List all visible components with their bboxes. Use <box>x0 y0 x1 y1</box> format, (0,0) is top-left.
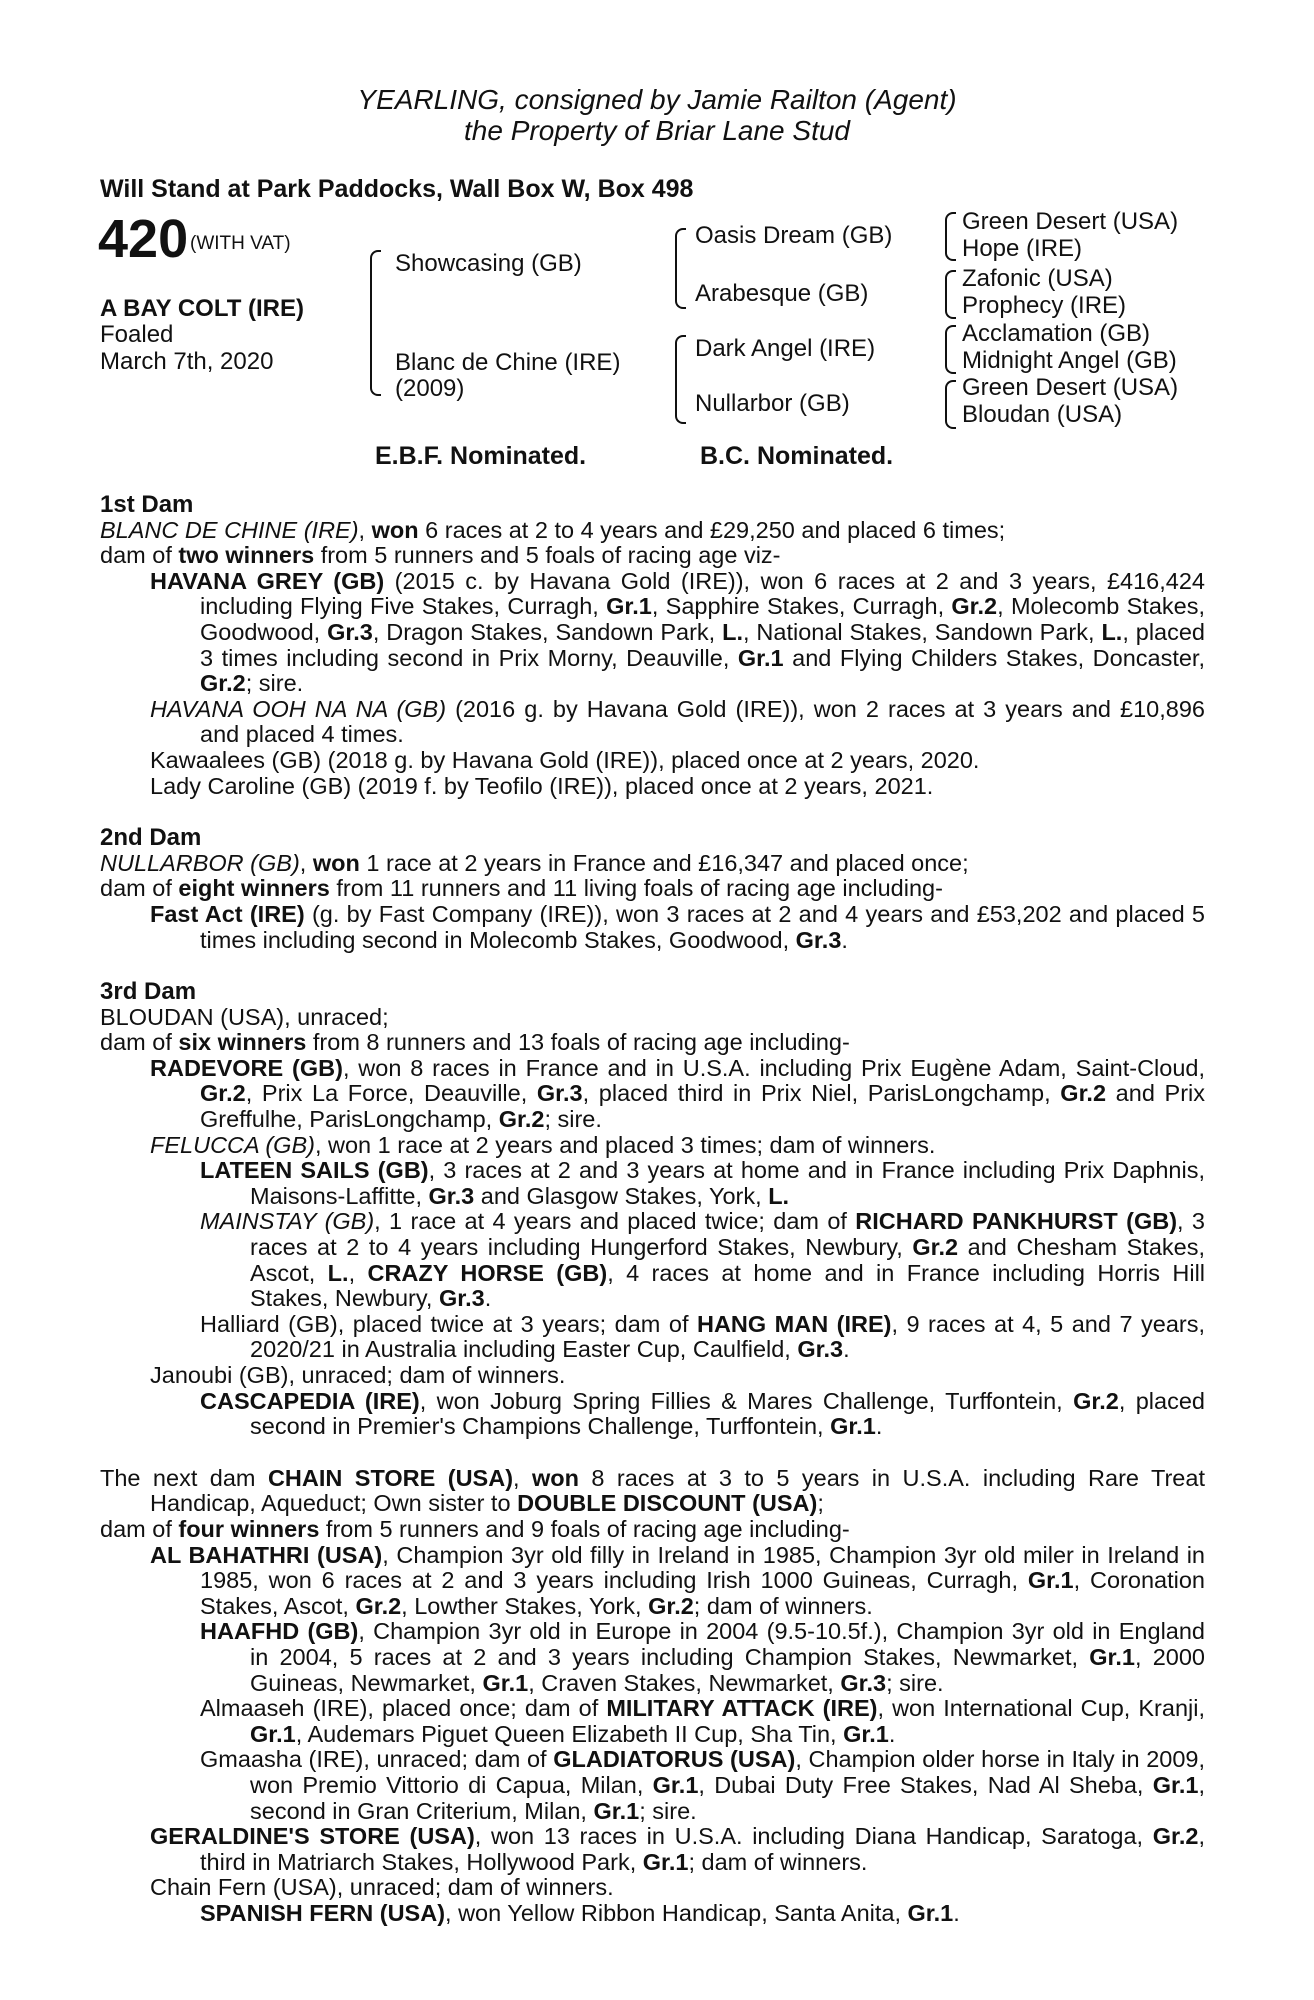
consignment-line: YEARLING, consigned by Jamie Railton (Agent) <box>357 84 957 115</box>
produce-havana-grey: HAVANA GREY (GB) (2015 c. by Havana Gold (IRE)), won 6 races at 2 and 3 years, £416,424 including Flying Five Stakes, Curragh, Gr.1, Sapphire Stakes, Curragh, Gr.2, Molecomb Stakes, Goodwood, Gr.3, Dragon Stakes, Sandown Park, L., National Stakes, Sandown Park, L., placed 3 times including second in Prix Morny, Deauville, Gr.1 and Flying Childers Stakes, Doncaster, Gr.2; sire. <box>150 567 1206 697</box>
produce-geraldines-store: GERALDINE'S STORE (USA), won 13 races in U.S.A. including Diana Handicap, Saratoga, Gr.2, third in Matriarch Stakes, Hollywood Park, Gr.1; dam of winners. <box>150 1823 1205 1875</box>
foaled-label: Foaled <box>100 321 174 348</box>
produce-lady-caroline: Lady Caroline (GB) (2019 f. by Teofilo (IRE)), placed once at 2 years, 2021. <box>150 772 934 799</box>
ped-dss: Acclamation (GB) <box>962 320 1151 347</box>
catalogue-body <box>100 492 1205 1926</box>
produce-almaaseh: Almaaseh (IRE), placed once; dam of MILITARY ATTACK (IRE), won International Cup, Kranji, Gr.1, Audemars Piguet Queen Elizabeth II Cup, Sha Tin, Gr.1. <box>200 1695 1205 1747</box>
dam-sire: Dark Angel (IRE) <box>695 335 876 362</box>
produce-janoubi: Janoubi (GB), unraced; dam of winners. <box>150 1362 566 1388</box>
bc-nomination: B.C. Nominated. <box>700 442 894 470</box>
dam: Blanc de Chine (IRE) <box>395 349 621 376</box>
produce-spanish-fern: SPANISH FERN (USA), won Yellow Ribbon Handicap, Santa Anita, Gr.1. <box>200 1899 960 1926</box>
ped-ddd: Bloudan (USA) <box>962 401 1123 428</box>
ped-ssd: Hope (IRE) <box>962 235 1083 262</box>
produce-chain-fern: Chain Fern (USA), unraced; dam of winners. <box>150 1874 614 1901</box>
sire-dam: Arabesque (GB) <box>695 280 869 307</box>
produce-lateen-sails: LATEEN SAILS (GB), 3 races at 2 and 3 years at home and in France including Prix Daphnis, Maisons-Laffitte, Gr.3 and Glasgow Stakes, York, L. <box>200 1157 1205 1209</box>
ped-sds: Zafonic (USA) <box>962 265 1113 292</box>
produce-fast-act: Fast Act (IRE) (g. by Fast Company (IRE)), won 3 races at 2 and 4 years and £53,202 and placed 5 times including second in Molecomb Stakes, Goodwood, Gr.3. <box>150 900 1205 953</box>
property-line: the Property of Briar Lane Stud <box>464 115 850 146</box>
ped-sss: Green Desert (USA) <box>962 208 1179 235</box>
pedigree-brace-1 <box>370 250 381 396</box>
produce-havana-ooh-na-na: HAVANA OOH NA NA (GB) (2016 g. by Havana Gold (IRE)), won 2 races at 3 years and £10,896 and placed 4 times. <box>150 695 1205 748</box>
second-dam-produce-summary: dam of eight winners from 11 runners and 11 living foals of racing age including- <box>100 875 943 902</box>
stand-location: Will Stand at Park Paddocks, Wall Box W, Box 498 <box>100 175 694 203</box>
produce-felucca: FELUCCA (GB), won 1 race at 2 years and placed 3 times; dam of winners. <box>150 1131 936 1158</box>
ped-sdd: Prophecy (IRE) <box>962 292 1127 319</box>
pedigree-brace-2b <box>675 335 686 424</box>
next-dam-produce-summary: dam of four winners from 5 runners and 9 foals of racing age including- <box>100 1515 850 1542</box>
dam-year: (2009) <box>395 375 465 402</box>
horse-name: A BAY COLT (IRE) <box>100 295 305 322</box>
pedigree-brace-3a <box>945 212 956 261</box>
first-dam-heading: 1st Dam <box>100 491 194 518</box>
ped-dsd: Midnight Angel (GB) <box>962 347 1177 374</box>
pedigree-brace-3c <box>945 325 956 374</box>
pedigree-brace-3b <box>945 270 956 319</box>
pedigree-brace-2a <box>675 228 686 309</box>
produce-haafhd: HAAFHD (GB), Champion 3yr old in Europe in 2004 (9.5-10.5f.), Champion 3yr old in England in 2004, 5 races at 2 and 3 years including Champion Stakes, Newmarket, Gr.1, 2000 Guineas, Newmarket, Gr.1, Craven Stakes, Newmarket, Gr.3; sire. <box>200 1618 1205 1696</box>
produce-halliard: Halliard (GB), placed twice at 3 years; dam of HANG MAN (IRE), 9 races at 4, 5 and 7 years, 2020/21 in Australia including Easter Cup, Caulfield, Gr.3. <box>200 1310 1205 1363</box>
second-dam-heading: 2nd Dam <box>100 824 202 852</box>
pedigree-brace-3d <box>945 380 956 429</box>
dam-dam: Nullarbor (GB) <box>695 390 850 417</box>
first-dam-summary: BLANC DE CHINE (IRE), won 6 races at 2 to 4 years and £29,250 and placed 6 times; <box>100 516 1006 543</box>
produce-radevore: RADEVORE (GB), won 8 races in France and in U.S.A. including Prix Eugène Adam, Saint-Cloud, Gr.2, Prix La Force, Deauville, Gr.3, placed third in Prix Niel, ParisLongchamp, Gr.2 and Prix Greffulhe, ParisLongchamp, Gr.2; sire. <box>150 1054 1205 1133</box>
third-dam-produce-summary: dam of six winners from 8 runners and 13 foals of racing age including- <box>100 1029 850 1056</box>
third-dam-summary: BLOUDAN (USA), unraced; <box>100 1003 389 1030</box>
produce-cascapedia: CASCAPEDIA (IRE), won Joburg Spring Fillies & Mares Challenge, Turffontein, Gr.2, placed second in Premier's Champions Challenge, Turffontein, Gr.1. <box>200 1387 1205 1440</box>
next-dam-summary: The next dam CHAIN STORE (USA), won 8 races at 3 to 5 years in U.S.A. including Rare Treat Handicap, Aqueduct; Own sister to DOUBLE DISCOUNT (USA); <box>100 1464 1205 1517</box>
second-dam-summary: NULLARBOR (GB), won 1 race at 2 years in France and £16,347 and placed once; <box>100 849 969 876</box>
produce-al-bahathri: AL BAHATHRI (USA), Champion 3yr old filly in Ireland in 1985, Champion 3yr old miler in Ireland in 1985, won 6 races at 2 and 3 years including Irish 1000 Guineas, Curragh, Gr.1, Coronation Stakes, Ascot, Gr.2, Lowther Stakes, York, Gr.2; dam of winners. <box>150 1541 1205 1619</box>
produce-gmaasha: Gmaasha (IRE), unraced; dam of GLADIATORUS (USA), Champion older horse in Italy in 2009, won Premio Vittorio di Capua, Milan, Gr.1, Dubai Duty Free Stakes, Nad Al Sheba, Gr.1, second in Gran Criterium, Milan, Gr.1; sire. <box>200 1746 1205 1824</box>
first-dam-produce-summary: dam of two winners from 5 runners and 5 foals of racing age viz- <box>100 542 781 569</box>
vat-note: (WITH VAT) <box>190 233 291 254</box>
sire-sire: Oasis Dream (GB) <box>695 222 893 249</box>
sire: Showcasing (GB) <box>395 250 582 277</box>
ebf-nomination: E.B.F. Nominated. <box>375 442 587 470</box>
produce-mainstay: MAINSTAY (GB), 1 race at 4 years and placed twice; dam of RICHARD PANKHURST (GB), 3 races at 2 to 4 years including Hungerford Stakes, Newbury, Gr.2 and Chesham Stakes, Ascot, L., CRAZY HORSE (GB), 4 races at home and in France including Horris Hill Stakes, Newbury, Gr.3. <box>200 1208 1206 1312</box>
foaled-date: March 7th, 2020 <box>100 348 274 375</box>
produce-kawaalees: Kawaalees (GB) (2018 g. by Havana Gold (IRE)), placed once at 2 years, 2020. <box>150 746 980 773</box>
third-dam-heading: 3rd Dam <box>100 978 197 1006</box>
ped-dds: Green Desert (USA) <box>962 374 1179 401</box>
lot-number: 420 <box>98 209 189 269</box>
